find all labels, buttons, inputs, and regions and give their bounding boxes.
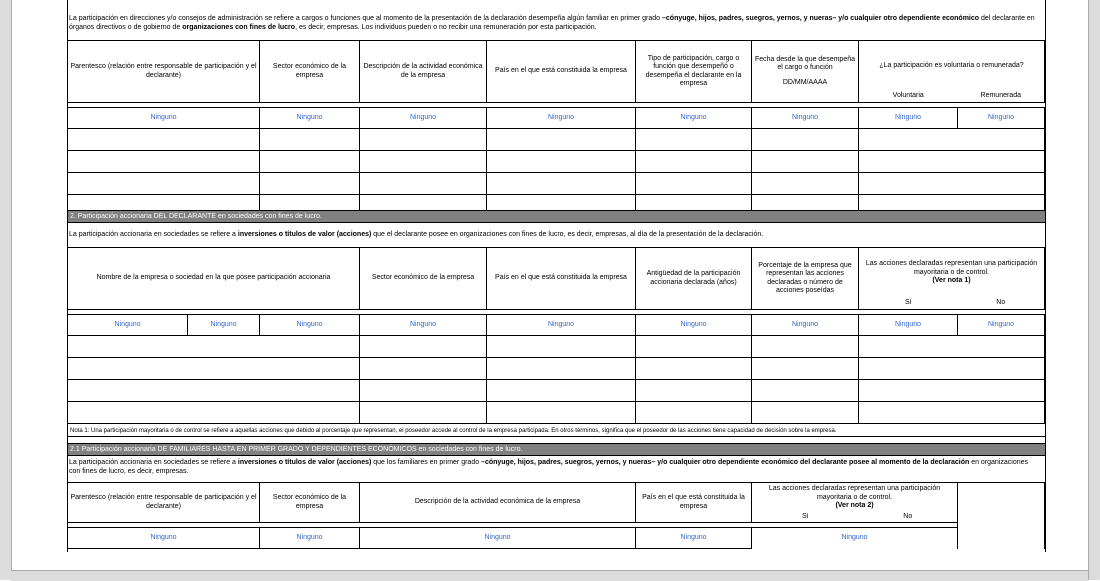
empty-cell[interactable] bbox=[260, 151, 360, 173]
cell-ninguno: Ninguno bbox=[260, 315, 360, 336]
empty-cell[interactable] bbox=[360, 402, 487, 424]
cell-ninguno: Ninguno bbox=[260, 108, 360, 129]
section1-intro bbox=[69, 14, 1041, 32]
cell-ninguno: Ninguno bbox=[68, 108, 260, 129]
section2-intro bbox=[69, 230, 1041, 239]
right-scrollbar[interactable] bbox=[1088, 0, 1100, 580]
empty-cell[interactable] bbox=[859, 380, 1045, 402]
header-sector: Sector económico de la empresa bbox=[360, 248, 487, 310]
section2-title: 2. Participación accionaria DEL DECLARANTE en sociedades con fines de lucro. bbox=[67, 210, 1046, 223]
empty-cell[interactable] bbox=[68, 402, 360, 424]
table-row bbox=[68, 151, 1045, 173]
header-mayoritaria-note: (Ver nota 2) bbox=[835, 502, 874, 509]
nota-1: Nota 1: Una participación mayoritaria o de control se refiere a aquellas acciones que debido al porcentaje que representan, el poseedor accede al control de la empresa participada. En otros términos, significa que el poseedor de las acciones tiene capacidad de decisión sobre la empresa. bbox=[67, 427, 1046, 437]
empty-cell[interactable] bbox=[859, 402, 1045, 424]
empty-cell[interactable] bbox=[360, 151, 487, 173]
section2-intro-text-b: inversiones o títulos de valor (acciones) bbox=[237, 231, 372, 238]
empty-cell[interactable] bbox=[636, 173, 752, 195]
header-mayoritaria bbox=[859, 248, 1045, 298]
cell-ninguno: Ninguno bbox=[752, 315, 859, 336]
section2-intro-text-c: que el declarante posee en organizaciones con fines de lucro, es decir, empresas, al día de la presentación de la declaración. bbox=[371, 231, 764, 238]
cell-ninguno: Ninguno bbox=[859, 108, 958, 129]
header-sector: Sector económico de la empresa bbox=[260, 41, 360, 103]
section21-intro bbox=[69, 458, 1041, 476]
empty-cell[interactable] bbox=[859, 336, 1045, 358]
cell-ninguno: Ninguno bbox=[958, 315, 1045, 336]
table-row bbox=[68, 173, 1045, 195]
header-descripcion: Descripción de la actividad económica de la empresa bbox=[360, 483, 636, 523]
empty-cell[interactable] bbox=[752, 173, 859, 195]
empty-cell[interactable] bbox=[360, 380, 487, 402]
empty-cell[interactable] bbox=[752, 380, 859, 402]
header-pais: País en el que está constituida la empresa bbox=[487, 41, 636, 103]
header-mayoritaria-label: Las acciones declaradas representan una participación mayoritaria o de control. bbox=[768, 485, 941, 501]
empty-cell[interactable] bbox=[636, 358, 752, 380]
bottom-window-edge bbox=[11, 570, 1088, 581]
cell-ninguno: Ninguno bbox=[958, 108, 1045, 129]
empty-cell[interactable] bbox=[68, 151, 260, 173]
section1-intro-text-e: , es decir, empresas. Los individuos pueden o no recibir una remuneración por esta participación. bbox=[295, 24, 597, 31]
header-no: No bbox=[859, 513, 958, 523]
empty-cell[interactable] bbox=[752, 402, 859, 424]
table-row bbox=[68, 129, 1045, 151]
empty-cell[interactable] bbox=[360, 129, 487, 151]
header-nombre: Nombre de la empresa o sociedad en la que posee participación accionaria bbox=[68, 248, 360, 310]
cell-ninguno: Ninguno bbox=[636, 315, 752, 336]
header-mayoritaria bbox=[752, 483, 958, 513]
header-sector: Sector económico de la empresa bbox=[260, 483, 360, 523]
section21-title: 2.1 Participación accionaria DE FAMILIARES HASTA EN PRIMER GRADO Y DEPENDIENTES ECONÓMICOS en sociedades con fines de lucro. bbox=[67, 443, 1046, 456]
cell-ninguno: Ninguno bbox=[752, 108, 859, 129]
empty-cell[interactable] bbox=[260, 173, 360, 195]
header-voluntaria-question: ¿La participación es voluntaria o remunerada? bbox=[859, 41, 1045, 91]
cell-ninguno: Ninguno bbox=[360, 528, 636, 549]
empty-cell[interactable] bbox=[636, 336, 752, 358]
empty-cell[interactable] bbox=[68, 173, 260, 195]
empty-cell[interactable] bbox=[487, 402, 636, 424]
cell-ninguno: Ninguno bbox=[68, 315, 188, 336]
header-mayoritaria-label: Las acciones declaradas representan una participación mayoritaria o de control. bbox=[865, 260, 1038, 276]
section21-intro-text-e: en organizaciones con fines de lucro, es decir, empresas. bbox=[69, 459, 1029, 475]
empty-cell[interactable] bbox=[487, 173, 636, 195]
section1-table bbox=[67, 40, 1045, 217]
empty-cell[interactable] bbox=[487, 129, 636, 151]
table-row bbox=[68, 336, 1045, 358]
header-fecha bbox=[752, 41, 859, 103]
header-si: Sí bbox=[752, 513, 859, 523]
cell-ninguno: Ninguno bbox=[859, 315, 958, 336]
empty-cell[interactable] bbox=[636, 129, 752, 151]
cell-ninguno: Ninguno bbox=[487, 108, 636, 129]
table-row bbox=[68, 402, 1045, 424]
header-porcentaje: Porcentaje de la empresa que representan las acciones declaradas o número de acciones poseídas bbox=[752, 248, 859, 310]
empty-cell[interactable] bbox=[859, 173, 1045, 195]
header-mayoritaria-note: (Ver nota 1) bbox=[932, 277, 971, 284]
cell-ninguno: Ninguno bbox=[487, 315, 636, 336]
empty-cell[interactable] bbox=[859, 129, 1045, 151]
empty-cell[interactable] bbox=[752, 129, 859, 151]
section21-intro-text-a: La participación accionaria en sociedades se refiere a bbox=[69, 459, 238, 466]
empty-cell[interactable] bbox=[260, 129, 360, 151]
section21-intro-text-d: –cónyuge, hijos, padres, suegros, yernos, y nueras– y/o cualquier otro dependiente económico del declarante posee al momento de la declaración bbox=[481, 459, 970, 466]
header-fecha-format: DD/MM/AAAA bbox=[782, 78, 828, 86]
section1-intro-text-c: del declarante en órganos directivos o de gobierno de bbox=[69, 15, 1035, 31]
header-si: Sí bbox=[859, 298, 958, 310]
header-descripcion: Descripción de la actividad económica de la empresa bbox=[360, 41, 487, 103]
cell-ninguno: Ninguno bbox=[360, 108, 487, 129]
cell-ninguno: Ninguno bbox=[188, 315, 260, 336]
empty-cell[interactable] bbox=[68, 358, 360, 380]
left-window-edge bbox=[0, 0, 12, 580]
section1-intro-text-d: organizaciones con fines de lucro bbox=[182, 24, 296, 31]
header-fecha-label: Fecha desde la que desempeña el cargo o función bbox=[754, 55, 856, 72]
table-row bbox=[68, 108, 1045, 129]
empty-cell[interactable] bbox=[859, 151, 1045, 173]
empty-cell[interactable] bbox=[487, 358, 636, 380]
header-remunerada: Remunerada bbox=[958, 91, 1045, 103]
empty-cell[interactable] bbox=[68, 380, 360, 402]
header-no: No bbox=[958, 298, 1045, 310]
empty-cell[interactable] bbox=[487, 380, 636, 402]
empty-cell[interactable] bbox=[636, 380, 752, 402]
empty-cell[interactable] bbox=[487, 151, 636, 173]
cell-ninguno: Ninguno bbox=[636, 528, 752, 549]
section2-intro-text-a: La participación accionaria en sociedades se refiere a bbox=[69, 231, 238, 238]
header-tipo: Tipo de participación, cargo o función que desempeñó o desempeña el declarante en la empresa bbox=[636, 41, 752, 103]
empty-cell[interactable] bbox=[636, 151, 752, 173]
empty-cell[interactable] bbox=[636, 402, 752, 424]
empty-cell[interactable] bbox=[360, 358, 487, 380]
empty-cell[interactable] bbox=[752, 151, 859, 173]
cell-ninguno: Ninguno bbox=[360, 315, 487, 336]
empty-cell[interactable] bbox=[859, 358, 1045, 380]
empty-cell[interactable] bbox=[487, 336, 636, 358]
section2-table bbox=[67, 247, 1045, 424]
empty-cell[interactable] bbox=[752, 336, 859, 358]
header-parentesco: Parentesco (relación entre responsable de participación y el declarante) bbox=[68, 483, 260, 523]
section1-intro-text-a: La participación en direcciones y/o consejos de administración se refiere a cargos o funciones que al momento de la presentación de la declaración desempeña algún familiar en primer grado bbox=[69, 15, 663, 22]
header-antiguedad: Antigüedad de la participación accionaria declarada (años) bbox=[636, 248, 752, 310]
header-parentesco: Parentesco (relación entre responsable de participación y el declarante) bbox=[68, 41, 260, 103]
empty-cell[interactable] bbox=[360, 173, 487, 195]
section21-intro-text-b: inversiones o títulos de valor (acciones) bbox=[237, 459, 372, 466]
table-row bbox=[68, 358, 1045, 380]
table-row bbox=[68, 380, 1045, 402]
cell-ninguno: Ninguno bbox=[636, 108, 752, 129]
table-row bbox=[68, 528, 1045, 549]
cell-ninguno: Ninguno bbox=[260, 528, 360, 549]
header-pais: País en el que está constituida la empresa bbox=[636, 483, 752, 523]
empty-cell[interactable] bbox=[360, 336, 487, 358]
empty-cell bbox=[958, 483, 1045, 549]
cell-ninguno: Ninguno bbox=[752, 528, 958, 549]
empty-cell[interactable] bbox=[752, 358, 859, 380]
section21-table bbox=[67, 482, 1045, 549]
empty-cell[interactable] bbox=[68, 336, 360, 358]
cell-ninguno: Ninguno bbox=[68, 528, 260, 549]
header-pais: País en el que está constituida la empresa bbox=[487, 248, 636, 310]
header-voluntaria: Voluntaria bbox=[859, 91, 958, 103]
table-row bbox=[68, 315, 1045, 336]
empty-cell[interactable] bbox=[68, 129, 260, 151]
section1-intro-text-b: –cónyuge, hijos, padres, suegros, yernos, y nueras– y/o cualquier otro dependiente económico bbox=[662, 15, 980, 22]
section21-intro-text-c: que los familiares en primer grado bbox=[371, 459, 482, 466]
